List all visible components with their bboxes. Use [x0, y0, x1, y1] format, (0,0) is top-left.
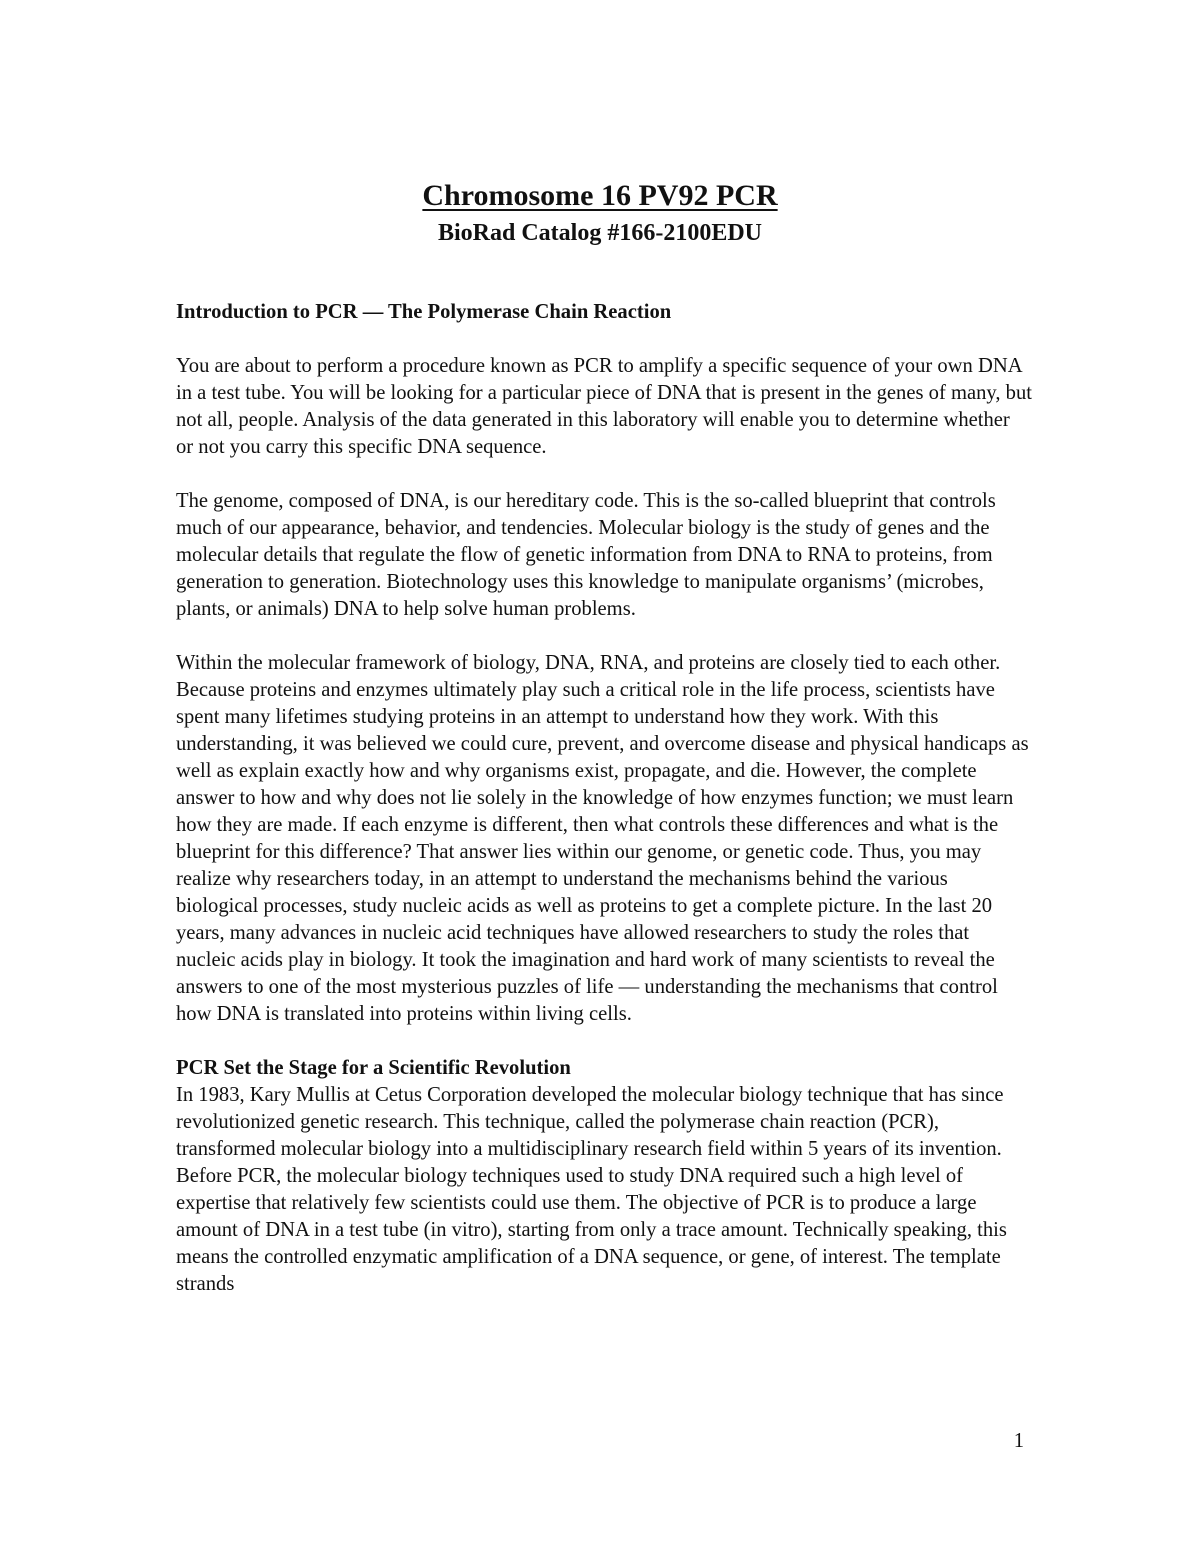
paragraph: You are about to perform a procedure known as PCR to amplify a specific sequence of your own DNA in a test tube. You will be looking for a particular piece of DNA that is present in the genes of many, but not all, people. Analysis of the data generated in this laboratory will enable you to determine whether or not you carry this specific DNA sequence.: [176, 355, 1032, 458]
paragraph-spacer: [176, 623, 1032, 650]
section-heading-introduction: Introduction to PCR — The Polymerase Chain Reaction: [176, 301, 672, 323]
paragraph: Within the molecular framework of biology, DNA, RNA, and proteins are closely tied to each other. Because proteins and enzymes ultimately play such a critical role in the life process, scientists have spent many lifetimes studying proteins in an attempt to understand how they work. With this understanding, it was believed we could cure, prevent, and overcome disease and physical handicaps as well as explain exactly how and why organisms exist, propagate, and die. However, the complete answer to how and why does not lie solely in the knowledge of how enzymes function; we must learn how they are made. If each enzyme is different, then what controls these differences and what is the blueprint for this difference? That answer lies within our genome, or genetic code. Thus, you may realize why researchers today, in an attempt to understand the mechanisms behind the various biological processes, study nucleic acids as well as proteins to get a complete picture. In the last 20 years, many advances in nucleic acid techniques have allowed researchers to study the roles that nucleic acids play in biology. It took the imagination and hard work of many scientists to reveal the answers to one of the most mysterious puzzles of life — understanding the mechanisms that control how DNA is translated into proteins within living cells.: [176, 652, 1029, 1025]
page-number: 1: [1013, 1430, 1024, 1452]
paragraph-spacer: [176, 461, 1032, 488]
section-heading-stage: PCR Set the Stage for a Scientific Revolution: [176, 1057, 571, 1079]
document-body: [176, 299, 1032, 1298]
document-subtitle: BioRad Catalog #166-2100EDU: [437, 220, 762, 246]
document-title: Chromosome 16 PV92 PCR: [422, 179, 778, 212]
paragraph-spacer: [176, 1028, 1032, 1055]
paragraph: In 1983, Kary Mullis at Cetus Corporation developed the molecular biology technique that has since revolutionized genetic research. This technique, called the polymerase chain reaction (PCR), transformed molecular biology into a multidisciplinary research field within 5 years of its invention. Before PCR, the molecular biology techniques used to study DNA required such a high level of expertise that relatively few scientists could use them. The objective of PCR is to produce a large amount of DNA in a test tube (in vitro), starting from only a trace amount. Technically speaking, this means the controlled enzymatic amplification of a DNA sequence, or gene, of interest. The template strands: [176, 1084, 1007, 1295]
paragraph: The genome, composed of DNA, is our hereditary code. This is the so-called blueprint that controls much of our appearance, behavior, and tendencies. Molecular biology is the study of genes and the molecular details that regulate the flow of genetic information from DNA to RNA to proteins, from generation to generation. Biotechnology uses this knowledge to manipulate organisms’ (microbes, plants, or animals) DNA to help solve human problems.: [176, 490, 996, 620]
paragraph-spacer: [176, 326, 1032, 353]
